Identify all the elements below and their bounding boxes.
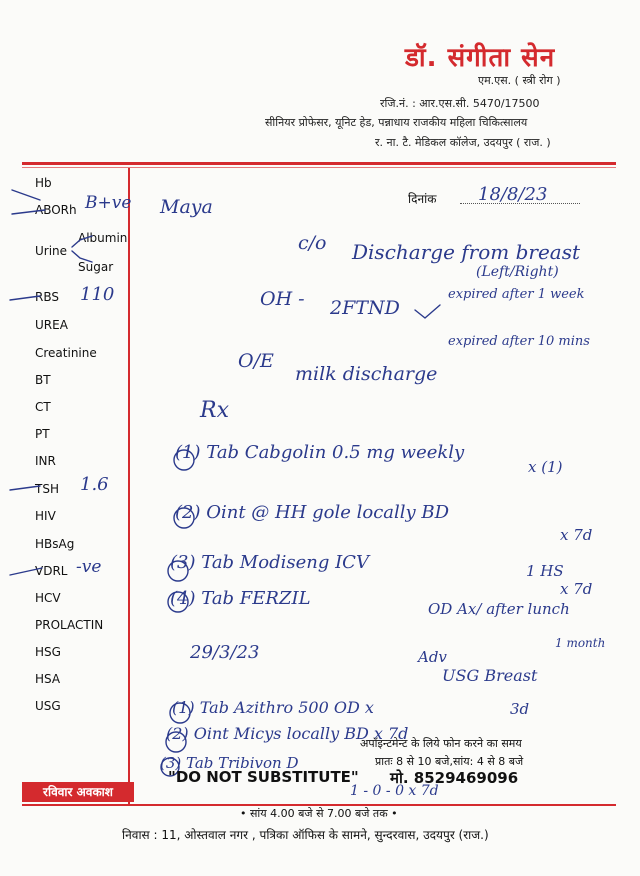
hw-rx-6: (2) Oint Micys locally BD x 7d bbox=[166, 724, 409, 743]
hw-rx: Rx bbox=[200, 398, 229, 423]
test-creatinine: Creatinine bbox=[35, 346, 97, 360]
hw-patient-name: Maya bbox=[160, 196, 213, 218]
hw-complaint: Discharge from breast bbox=[352, 240, 581, 264]
test-urea: UREA bbox=[35, 318, 68, 332]
test-prolactin: PROLACTIN bbox=[35, 618, 104, 632]
college-name: र. ना. टै. मेडिकल कॉलेज, उदयपुर ( राज. ) bbox=[375, 136, 551, 149]
test-hcv: HCV bbox=[35, 591, 61, 605]
do-not-substitute: "DO NOT SUBSTITUTE" bbox=[168, 768, 359, 786]
hw-oe-detail: milk discharge bbox=[295, 363, 438, 385]
test-albumin: Albumin bbox=[78, 231, 128, 245]
test-inr: INR bbox=[35, 454, 56, 468]
doctor-name: डॉ. संगीता सेन bbox=[405, 43, 556, 73]
test-hb: Hb bbox=[35, 176, 52, 190]
evening-hours: • सांय 4.00 बजे से 7.00 बजे तक • bbox=[240, 807, 398, 820]
hw-rbs: 110 bbox=[80, 284, 115, 305]
hw-oh-note-1: expired after 1 week bbox=[448, 287, 585, 302]
residence-address: निवास : 11, ओस्तवाल नगर , पत्रिका ऑफिस के सामने, सुन्दरवास, उदयपुर (राज.) bbox=[122, 828, 489, 842]
date-label: दिनांक bbox=[408, 192, 437, 206]
hw-rx-3-duration-2: x 7d bbox=[560, 580, 593, 598]
hw-advice: Adv bbox=[418, 648, 447, 666]
test-pt: PT bbox=[35, 427, 50, 441]
test-hbsag: HBsAg bbox=[35, 537, 75, 551]
test-rbs: RBS bbox=[35, 290, 59, 304]
hw-rx-7: (3) Tab Tribivon D bbox=[160, 754, 299, 772]
hw-rx-1: (1) Tab Cabgolin 0.5 mg weekly bbox=[175, 442, 465, 463]
test-aborh: ABORh bbox=[35, 203, 77, 217]
appointment-title: अपॉइन्टमेन्ट के लिये फोन करने का समय bbox=[360, 737, 522, 750]
hw-aborh: B+ve bbox=[85, 193, 132, 213]
test-urine: Urine bbox=[35, 244, 68, 258]
doctor-designation: सीनियर प्रोफेसर, यूनिट हेड, पन्नाधाय राजकीय महिला चिकित्सालय bbox=[265, 116, 528, 129]
hw-rx-1-duration: x (1) bbox=[528, 458, 563, 476]
hw-rx-5: (1) Tab Azithro 500 OD x bbox=[172, 698, 374, 717]
phone-number: मो. 8529469096 bbox=[390, 769, 519, 787]
hw-rx-7-duration: 1 - 0 - 0 x 7d bbox=[350, 783, 439, 799]
hw-rx-4: (4) Tab FERZIL bbox=[170, 588, 311, 609]
hw-vdrl: -ve bbox=[76, 557, 102, 577]
hw-rx-4-duration: OD Ax/ after lunch bbox=[428, 600, 570, 618]
hw-rx-4-duration-2: 1 month bbox=[555, 636, 606, 650]
hw-co: c/o bbox=[298, 232, 327, 254]
test-hsa: HSA bbox=[35, 672, 61, 686]
hw-rx-3-duration: 1 HS bbox=[526, 562, 564, 580]
hw-oe: O/E bbox=[238, 350, 274, 372]
hw-oh-note-2: expired after 10 mins bbox=[448, 334, 590, 349]
test-usg: USG bbox=[35, 699, 61, 713]
sunday-off-badge: रविवार अवकाश bbox=[22, 782, 134, 802]
registration-number: रजि.नं. : आर.एस.सी. 5470/17500 bbox=[380, 97, 540, 110]
hw-complaint-note: (Left/Right) bbox=[476, 264, 559, 280]
hw-oh: OH - bbox=[260, 288, 305, 310]
hw-advice-2: USG Breast bbox=[442, 666, 538, 685]
hw-rx-2: (2) Oint @ HH gole locally BD bbox=[175, 502, 450, 523]
test-vdrl: VDRL bbox=[35, 564, 68, 578]
test-ct: CT bbox=[35, 400, 51, 414]
hw-rx-5-duration: 3d bbox=[510, 700, 530, 718]
appointment-time: प्रातः 8 से 10 बजे,सांय: 4 से 8 बजे bbox=[375, 755, 524, 768]
test-tsh: TSH bbox=[35, 482, 59, 496]
test-hsg: HSG bbox=[35, 645, 61, 659]
hw-date: 18/8/23 bbox=[478, 184, 548, 205]
test-sugar: Sugar bbox=[78, 260, 114, 274]
hw-rx-3: (3) Tab Modiseng ICV bbox=[170, 552, 369, 573]
hw-rx-2-duration: x 7d bbox=[560, 526, 593, 544]
doctor-qualification: एम.एस. ( स्त्री रोग ) bbox=[478, 74, 561, 87]
test-bt: BT bbox=[35, 373, 51, 387]
test-hiv: HIV bbox=[35, 509, 56, 523]
hw-oh-detail: 2FTND bbox=[330, 297, 400, 319]
hw-date-2: 29/3/23 bbox=[190, 642, 260, 663]
hw-tsh: 1.6 bbox=[80, 474, 109, 495]
